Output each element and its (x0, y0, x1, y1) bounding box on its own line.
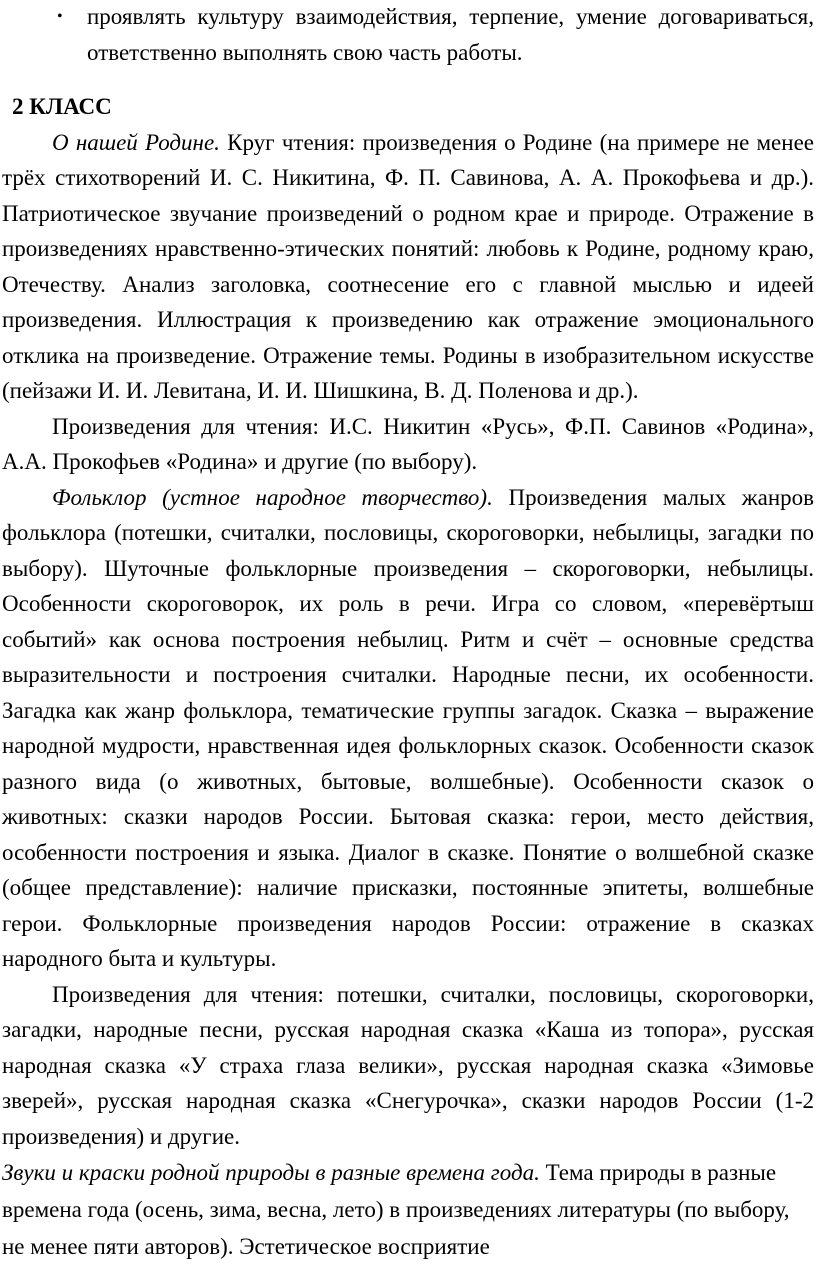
bullet-item (2, 0, 814, 70)
section-body-folklore: Произведения малых жанров фольклора (потешки, считалки, пословицы, скороговорки, небылицы, загадки по выбору). Шуточные фольклорные произведения – скороговорки, небылицы. Особенности скороговорок, их роль в речи. Игра со словом, «перевёртыш событий» как основа построения небылиц. Ритм и счёт – основные средства выразительности и построения считалки. Народные песни, их особенности. Загадка как жанр фольклора, тематические группы загадок. Сказка – выражение народной мудрости, нравственная идея фольклорных сказок. Особенности сказок разного вида (о животных, бытовые, волшебные). Особенности сказок о животных: сказки народов России. Бытовая сказка: герои, место действия, особенности построения и языка. Диалог в сказке. Понятие о волшебной сказке (общее представление): наличие присказки, постоянные эпитеты, волшебные герои. Фольклорные произведения народов России: отражение в сказках народного быта и культуры. (2, 484, 815, 971)
section-body-nature: Тема природы в разные времена года (осень, зима, весна, лето) в произведениях литературы (по выбору, не менее пяти авторов). Эстетическое восприятие (2, 1160, 790, 1259)
bullet-icon: • (57, 8, 63, 25)
section-title-nature: Звуки и краски родной природы в разные времена года. (2, 1160, 540, 1185)
paragraph-rodina-reading: Произведения для чтения: И.С. Никитин «Русь», Ф.П. Савинов «Родина», А.А. Прокофьев «Родина» и другие (по выбору). (2, 413, 814, 474)
section-body-rodina: Круг чтения: произведения о Родине (на примере не менее трёх стихотворений И. С. Никитина, Ф. П. Савинова, А. А. Прокофьева и др.). Патриотическое звучание произведений о родном крае и природе. Отражение в произведениях нравственно-этических понятий: любовь к Родине, родному краю, Отечеству. Анализ заголовка, соотнесение его с главной мыслью и идеей произведения. Иллюстрация к произведению как отражение эмоционального отклика на произведение. Отражение темы. Родины в изобразительном искусстве (пейзажи И. И. Левитана, И. И. Шишкина, В. Д. Поленова и др.). (2, 129, 814, 403)
grade-heading: 2 КЛАСС (12, 94, 112, 119)
section-title-folklore: Фольклор (устное народное творчество). (52, 484, 493, 510)
section-title-rodina: О нашей Родине. (52, 129, 220, 155)
paragraph-rodina (2, 125, 814, 409)
paragraph-folklore (2, 480, 814, 977)
paragraph-nature (2, 1154, 814, 1265)
paragraph-folklore-reading: Произведения для чтения: потешки, считалки, пословицы, скороговорки, загадки, народные песни, русская народная сказка «Каша из топора», русская народная сказка «У страха глаза велики», русская народная сказка «Зимовье зверей», русская народная сказка «Снегурочка», сказки народов России (1-2 произведения) и другие. (2, 981, 814, 1149)
bullet-text: проявлять культуру взаимодействия, терпение, умение договариваться, ответственно выполнять свою часть работы. (87, 4, 814, 65)
